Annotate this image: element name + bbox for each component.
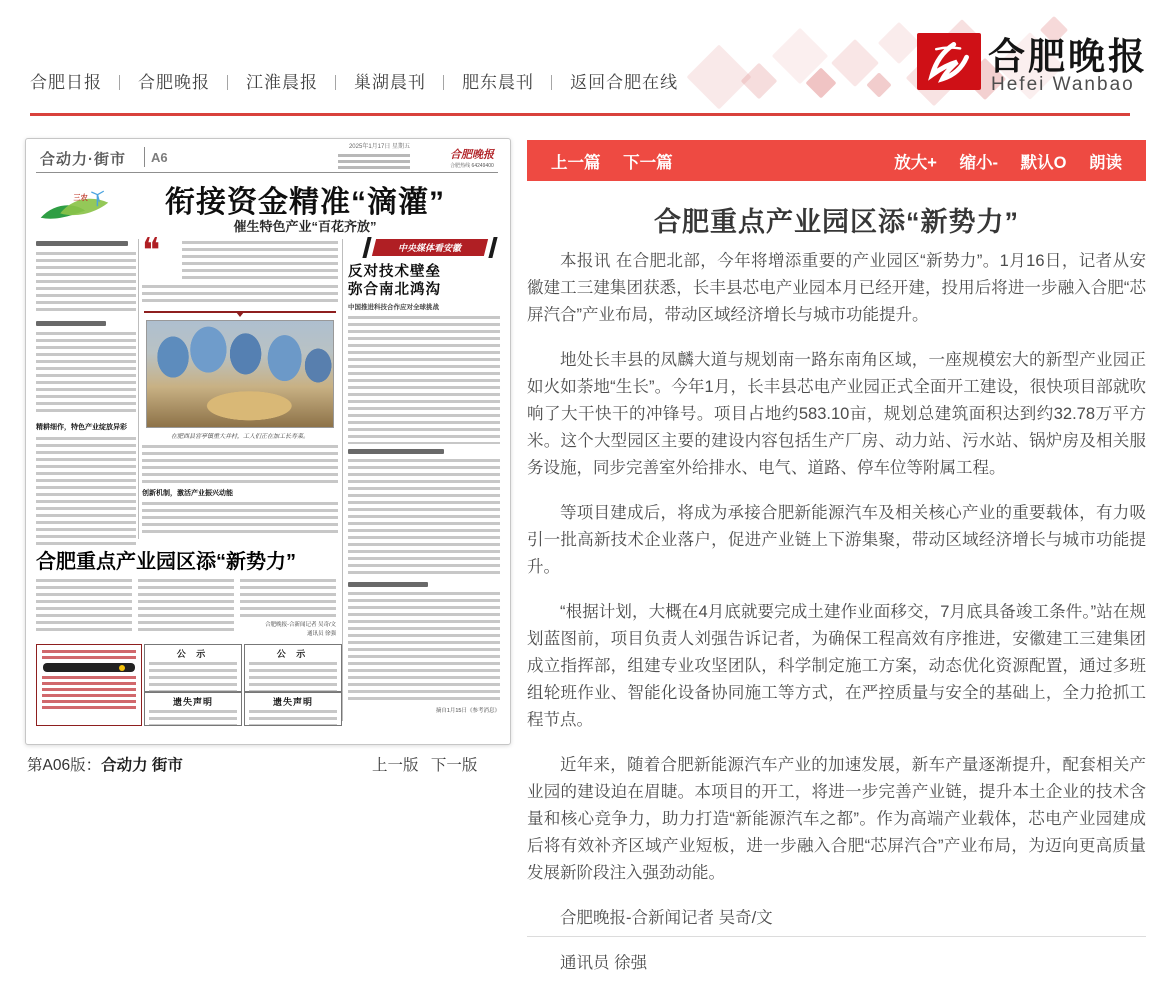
photo-caption: 在肥西县官亭镇重大井村，工人们正在加工长寿菜。: [170, 434, 309, 440]
side-headline-line1: 反对技术壁垒: [348, 264, 441, 280]
ad-title: 公 示: [176, 649, 210, 659]
logo-title: 合肥晚报: [988, 37, 1148, 78]
paper-subsection-heading: 精耕细作，特色产业绽放异彩: [36, 424, 127, 431]
paper-column-1: [36, 239, 136, 549]
default-size-button[interactable]: 默认O: [1020, 153, 1067, 172]
prev-article-button[interactable]: 上一篇: [551, 153, 601, 172]
body-text-lines: [149, 710, 237, 725]
body-text-lines: [348, 316, 500, 444]
paper-lead-headline: 衔接资金精准“滴灌”: [165, 186, 445, 219]
nav-link-3[interactable]: ｜ 巢湖晨刊: [318, 73, 426, 92]
masthead-rule: [36, 172, 498, 173]
article-byline-reporter: 合肥晚报-合新闻记者 吴奇/文: [560, 909, 773, 927]
logo-calligraphy-icon: [925, 41, 973, 83]
side-headline-line2: 弥合南北鸿沟: [348, 282, 441, 299]
page-pager: [372, 753, 477, 775]
column-rule: [138, 239, 139, 539]
workers-processing-photo: [146, 320, 334, 428]
public-notice-ad: [144, 644, 242, 692]
body-text-lines: [36, 332, 136, 416]
body-text-lines: [149, 662, 237, 692]
side-article-subhead: 中国推进科技合作应对全球挑战: [348, 304, 439, 312]
article-paragraph-3: “根据计划，大概在4月底就要完成土建作业面移交，7月底具备竣工条件。”站在规划蓝图前，项目负责人刘强告诉记者，为确保工程高效有序推进，安徽建工三建集团成立指挥部，组建专业攻坚团队，科学制定施工方案，动态优化资源配置，通过多班组轮班作业、智能化设备协同施工等方式，在严控质量与安全的基础上，全力抢抓工程节点。: [527, 603, 1146, 729]
deco-diamond: [741, 63, 778, 100]
article-divider-rule: [144, 311, 336, 313]
zoom-in-button[interactable]: 放大+: [894, 153, 937, 172]
ad-title: 遗失声明: [172, 697, 213, 707]
column-rule: [342, 239, 343, 721]
body-text-lines: [142, 285, 338, 303]
column-lead-bold-line: [36, 241, 128, 246]
page-label-prefix: 第A06版：: [27, 757, 102, 774]
side-article-headline: [348, 263, 500, 299]
paper-section-title: 合动力·街市: [40, 151, 126, 168]
article-paragraphs: [527, 248, 1146, 887]
banner-label: 中央媒体看安徽: [398, 243, 462, 253]
body-text-lines: [142, 445, 338, 483]
body-text-lines: [36, 252, 136, 315]
body-text-lines: [138, 579, 234, 635]
classified-ad-red: [36, 644, 142, 726]
article-title: 合肥重点产业园区添“新势力”: [654, 207, 1019, 237]
sannong-column-logo-icon: [38, 185, 118, 236]
next-page-link[interactable]: 下一版: [430, 757, 478, 774]
embedded-article-headline: 合肥重点产业园区添“新势力”: [36, 551, 296, 573]
article-paragraph-1: 地处长丰县的凤麟大道与规划南一路东南角区域，一座规模宏大的新型产业园正如火如荼地“生长”。今年1月，长丰县芯电产业园正式全面开工建设，很快项目部就吹响了大干快干的冲锋号。项目占地约583.10亩，规划总建筑面积达到约32.78万平方米。这个大型园区主要的建设内容包括生产厂房、动力站、污水站、锅炉房及相关服务设施，同步完善室外给排水、电气、道路、停车位等附属工程。: [527, 351, 1146, 477]
public-notice-ad: [244, 644, 342, 692]
nav-link-4[interactable]: ｜ 肥东晨刊: [426, 73, 534, 92]
header-red-rule: [30, 113, 1130, 116]
embedded-article-byline: [240, 621, 336, 639]
central-media-banner: [372, 239, 488, 256]
svg-text:三农: 三农: [73, 194, 88, 202]
deco-diamond: [878, 22, 920, 64]
page-label-section: 合动力 街市: [101, 757, 183, 774]
nav-link-2[interactable]: ｜ 江淮晨报: [210, 73, 318, 92]
reader-toolbar: [527, 140, 1146, 181]
next-article-button[interactable]: 下一篇: [623, 153, 673, 172]
newspaper-page-preview[interactable]: [25, 138, 511, 745]
masthead-divider: [144, 147, 145, 167]
column-bold-line: [348, 449, 444, 454]
zoom-out-button[interactable]: 缩小-: [959, 153, 998, 172]
loss-statement-ad: [144, 692, 242, 726]
loss-statement-ad: [244, 692, 342, 726]
paper-lead-subhead: 催生特色产业“百花齐放”: [233, 219, 377, 234]
ad-title: 遗失声明: [272, 697, 313, 707]
paper-date: 2025年1月17日 星期五: [348, 144, 410, 150]
reader-bottom-rule: [527, 936, 1146, 937]
logo-subtitle: Hefei Wanbao: [991, 74, 1135, 95]
ad-title: 公 示: [276, 649, 310, 659]
paper-page-number: A6: [151, 150, 168, 165]
pull-quote-icon: ❝: [142, 233, 161, 270]
hefei-wanbao-logo-mark: [917, 33, 981, 90]
masthead-mini-logo: [450, 146, 494, 169]
nav-link-1[interactable]: ｜ 合肥晚报: [102, 73, 210, 92]
paper-masthead: [38, 146, 496, 170]
read-aloud-button[interactable]: 朗读: [1089, 153, 1122, 172]
body-text-lines: [36, 579, 132, 635]
paper-subsection-heading: 创新机制，激活产业振兴动能: [142, 490, 233, 497]
paper-side-article: [348, 239, 500, 714]
body-text-lines: [348, 592, 500, 702]
paper-hotline: 合肥热线 64249400: [450, 163, 494, 169]
article-byline-correspondent: 通讯员 徐强: [560, 954, 648, 972]
body-text-lines: [249, 710, 337, 725]
mini-logo-title: 合肥晚报: [450, 149, 494, 161]
masthead-credits: [338, 148, 410, 172]
article-body: [527, 248, 1146, 995]
paper-column-2: [142, 233, 338, 536]
prev-page-link[interactable]: 上一版: [372, 757, 419, 774]
deco-diamond: [866, 72, 891, 97]
column-bold-line: [348, 582, 428, 587]
article-pager-group: [551, 149, 673, 173]
embedded-byline-1: 合肥晚报-合新闻记者 吴奇/文: [265, 622, 336, 628]
body-text-lines: [348, 459, 500, 577]
body-text-lines: [142, 502, 338, 536]
side-article-source: 摘自1月15日《参考消息》: [435, 708, 500, 715]
body-text-lines: [182, 241, 338, 281]
ad-graphic-bar: [43, 663, 135, 672]
body-text-lines: [249, 662, 337, 692]
top-navigation: [30, 68, 678, 93]
nav-link-5[interactable]: ｜ 返回合肥在线: [534, 73, 678, 92]
nav-link-0[interactable]: 合肥日报: [30, 73, 102, 92]
text-tools-group: [894, 149, 1122, 173]
article-paragraph-0: 本报讯 在合肥北部，今年将增添重要的产业园区“新势力”。1月16日，记者从安徽建工三建集团获悉，长丰县芯电产业园本月已经开建，投用后将进一步融入合肥“芯屏汽合”产业布局，带动区域经济增长与城市功能提升。: [527, 252, 1146, 324]
body-text-lines: [240, 579, 336, 617]
embedded-byline-2: 通讯员 徐强: [306, 630, 336, 637]
article-paragraph-2: 等项目建成后，将成为承接合肥新能源汽车及相关核心产业的重要载体，有力吸引一批高新技术企业落户，促进产业链上下游集聚，带动区域经济增长与城市功能提升。: [527, 504, 1146, 576]
column-bold-line: [36, 321, 106, 326]
article-paragraph-4: 近年来，随着合肥新能源汽车产业的加速发展，新车产量逐渐提升，配套相关产业园的建设迫在眉睫。本项目的开工，将进一步完善产业链，提升本土企业的技术含量和核心竞争力，助力打造“新能源汽车之都”。作为高端产业载体，芯电产业园建成后将有效补齐区域产业短板，进一步融入合肥“芯屏汽合”产业布局，为迈向更高质量发展新阶段注入强劲动能。: [527, 756, 1146, 882]
deco-diamond: [686, 44, 751, 109]
body-text-lines: [36, 437, 136, 549]
